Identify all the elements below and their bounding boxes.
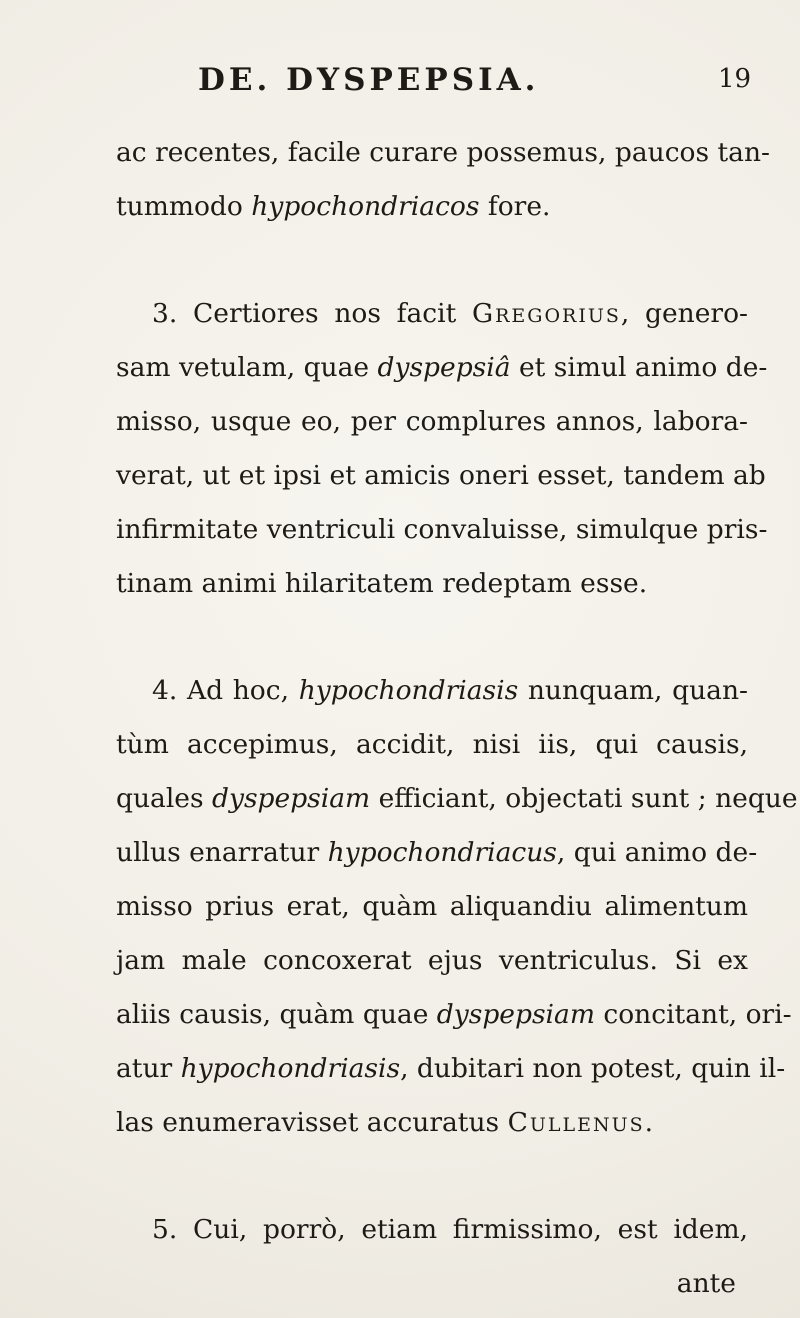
italic-term: hypochondriasis <box>180 1053 401 1084</box>
paragraph-gap <box>116 611 748 664</box>
text-line: tummodo hypochondriacos fore. <box>116 191 551 222</box>
italic-term: dyspepsiâ <box>377 352 511 383</box>
body-text <box>116 126 798 1311</box>
text-line: sam vetulam, quae dyspepsiâ et simul animo de- <box>116 352 768 383</box>
author-name: Gregorius <box>471 298 621 329</box>
paragraph-gap <box>116 1150 748 1203</box>
paragraph-continuation <box>116 126 770 234</box>
text-line: atur hypochondriasis, dubitari non potest, quin il- <box>116 1053 786 1084</box>
author-name: Cullenus <box>507 1107 645 1138</box>
text-line: misso, usque eo, per complures annos, labora- <box>116 406 748 437</box>
italic-term: dyspepsiam <box>212 783 371 814</box>
running-head: DE. DYSPEPSIA. <box>198 62 540 98</box>
paragraph-3 <box>116 287 768 611</box>
text-line: verat, ut et ipsi et amicis oneri esset, tandem ab <box>116 460 766 491</box>
catchword: ante <box>676 1268 736 1299</box>
text-line: 5. Cui, porrò, etiam firmissimo, est idem, <box>152 1214 748 1245</box>
italic-term: hypochondriasis <box>298 675 519 706</box>
text-line: misso prius erat, quàm aliquandiu alimentum <box>116 891 748 922</box>
page-header <box>0 62 800 112</box>
text-line: 4. Ad hoc, hypochondriasis nunquam, quan- <box>152 675 748 706</box>
text-line: 3. Certiores nos facit Gregorius, genero- <box>152 298 749 329</box>
italic-term: hypochondriacos <box>251 191 480 222</box>
text-line: jam male concoxerat ejus ventriculus. Si ex <box>116 945 748 976</box>
paragraph-5 <box>116 1203 748 1311</box>
text-line: infirmitate ventriculi convaluisse, simulque pris- <box>116 514 768 545</box>
text-line: tùm accepimus, accidit, nisi iis, qui causis, <box>116 729 748 760</box>
paragraph-gap <box>116 234 748 287</box>
text-line: ac recentes, facile curare possemus, paucos tan- <box>116 137 770 168</box>
text-line: quales dyspepsiam efficiant, objectati sunt ; neque <box>116 783 798 814</box>
page-number: 19 <box>718 64 752 94</box>
text-line: las enumeravisset accuratus Cullenus. <box>116 1107 654 1138</box>
italic-term: dyspepsiam <box>436 999 595 1030</box>
text-line: tinam animi hilaritatem redeptam esse. <box>116 568 648 599</box>
paragraph-4 <box>116 664 798 1150</box>
text-line: aliis causis, quàm quae dyspepsiam concitant, ori- <box>116 999 792 1030</box>
text-line: ullus enarratur hypochondriacus, qui animo de- <box>116 837 758 868</box>
italic-term: hypochondriacus <box>327 837 557 868</box>
